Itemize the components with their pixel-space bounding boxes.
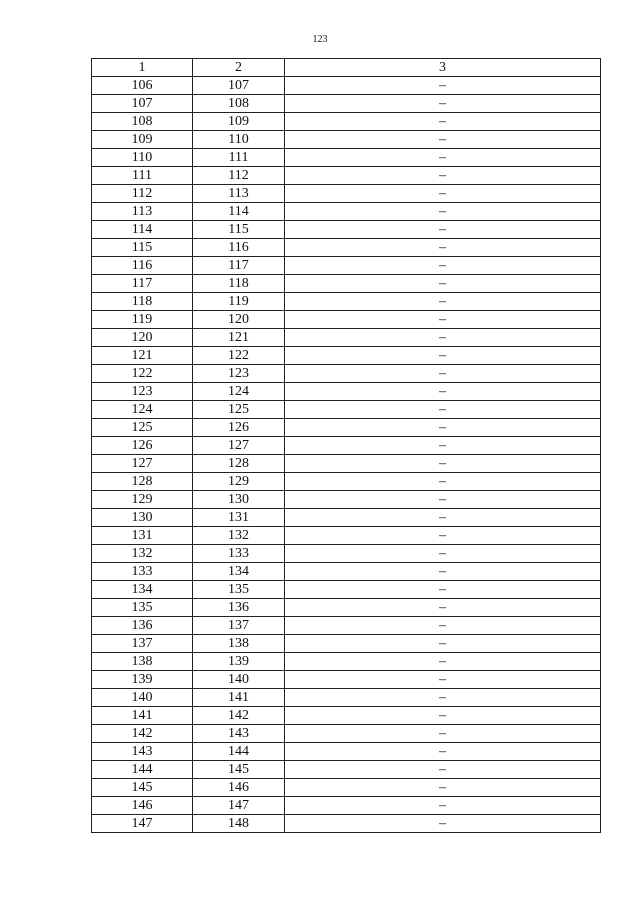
table-cell-col1: 110 <box>92 149 193 167</box>
table-row <box>92 401 601 419</box>
table-cell-col1: 127 <box>92 455 193 473</box>
table-row <box>92 221 601 239</box>
table-row <box>92 725 601 743</box>
table-cell-col2: 148 <box>193 815 285 833</box>
table-cell-col1: 125 <box>92 419 193 437</box>
table-cell-col2: 143 <box>193 725 285 743</box>
table-row <box>92 77 601 95</box>
table-cell-col1: 109 <box>92 131 193 149</box>
table-cell-col3: – <box>285 167 601 185</box>
table-cell-col1: 115 <box>92 239 193 257</box>
table-cell-col1: 107 <box>92 95 193 113</box>
table-cell-col2: 138 <box>193 635 285 653</box>
table-cell-col2: 147 <box>193 797 285 815</box>
table-cell-col3: – <box>285 419 601 437</box>
data-table <box>91 58 601 833</box>
table-row <box>92 293 601 311</box>
table-cell-col1: 116 <box>92 257 193 275</box>
table-cell-col3: – <box>285 311 601 329</box>
table-cell-col3: – <box>285 491 601 509</box>
table-cell-col3: – <box>285 239 601 257</box>
table-row <box>92 311 601 329</box>
table-cell-col2: 115 <box>193 221 285 239</box>
table-row <box>92 419 601 437</box>
table-row <box>92 545 601 563</box>
table-cell-col2: 141 <box>193 689 285 707</box>
table-cell-col3: – <box>285 653 601 671</box>
table-cell-col3: – <box>285 131 601 149</box>
table-cell-col1: 138 <box>92 653 193 671</box>
table-row <box>92 599 601 617</box>
table-cell-col1: 133 <box>92 563 193 581</box>
page-number: 123 <box>312 34 328 45</box>
table-cell-col2: 136 <box>193 599 285 617</box>
table-row <box>92 509 601 527</box>
table-cell-col2: 110 <box>193 131 285 149</box>
table-cell-col3: – <box>285 401 601 419</box>
table-cell-col2: 134 <box>193 563 285 581</box>
table-cell-col1: 137 <box>92 635 193 653</box>
table-cell-col3: – <box>285 743 601 761</box>
table-row <box>92 581 601 599</box>
table-row <box>92 185 601 203</box>
table-cell-col2: 123 <box>193 365 285 383</box>
table-cell-col3: – <box>285 221 601 239</box>
table-cell-col1: 111 <box>92 167 193 185</box>
table-cell-col2: 146 <box>193 779 285 797</box>
table-cell-col2: 120 <box>193 311 285 329</box>
table-cell-col1: 146 <box>92 797 193 815</box>
table-cell-col2: 133 <box>193 545 285 563</box>
table-row <box>92 671 601 689</box>
table-cell-col1: 132 <box>92 545 193 563</box>
table-row <box>92 707 601 725</box>
table-cell-col2: 137 <box>193 617 285 635</box>
table-cell-col3: – <box>285 473 601 491</box>
table-cell-col2: 119 <box>193 293 285 311</box>
table-row <box>92 473 601 491</box>
table-cell-col2: 121 <box>193 329 285 347</box>
table-row <box>92 95 601 113</box>
table-cell-col3: – <box>285 527 601 545</box>
table-row <box>92 437 601 455</box>
table-cell-col1: 147 <box>92 815 193 833</box>
table-cell-col3: – <box>285 599 601 617</box>
table-cell-col3: – <box>285 329 601 347</box>
table-cell-col3: – <box>285 509 601 527</box>
table-cell-col1: 134 <box>92 581 193 599</box>
table-cell-col3: – <box>285 293 601 311</box>
table-row <box>92 617 601 635</box>
table-cell-col3: – <box>285 779 601 797</box>
table-cell-col1: 142 <box>92 725 193 743</box>
table-cell-col1: 141 <box>92 707 193 725</box>
table-cell-col2: 139 <box>193 653 285 671</box>
table-row <box>92 257 601 275</box>
table-cell-col2: 114 <box>193 203 285 221</box>
table-cell-col3: – <box>285 707 601 725</box>
header-row <box>92 59 601 77</box>
table-row <box>92 239 601 257</box>
table-row <box>92 329 601 347</box>
table-row <box>92 167 601 185</box>
table-cell-col2: 125 <box>193 401 285 419</box>
table-row <box>92 455 601 473</box>
table-cell-col1: 123 <box>92 383 193 401</box>
table-cell-col2: 135 <box>193 581 285 599</box>
table-cell-col3: – <box>285 545 601 563</box>
column-header-3: 3 <box>285 59 601 77</box>
table-cell-col3: – <box>285 365 601 383</box>
table-row <box>92 689 601 707</box>
table-cell-col2: 126 <box>193 419 285 437</box>
table-cell-col1: 144 <box>92 761 193 779</box>
table-row <box>92 365 601 383</box>
table-cell-col3: – <box>285 455 601 473</box>
table-cell-col1: 118 <box>92 293 193 311</box>
table-cell-col1: 108 <box>92 113 193 131</box>
column-header-1: 1 <box>92 59 193 77</box>
table-cell-col1: 122 <box>92 365 193 383</box>
table-cell-col2: 124 <box>193 383 285 401</box>
table-row <box>92 527 601 545</box>
table-cell-col1: 117 <box>92 275 193 293</box>
table-body <box>92 77 601 833</box>
table-cell-col1: 126 <box>92 437 193 455</box>
table-cell-col3: – <box>285 347 601 365</box>
table-row <box>92 653 601 671</box>
table-row <box>92 743 601 761</box>
table-cell-col3: – <box>285 257 601 275</box>
table-row <box>92 203 601 221</box>
table-row <box>92 275 601 293</box>
table-cell-col3: – <box>285 761 601 779</box>
table-cell-col1: 139 <box>92 671 193 689</box>
table-cell-col2: 144 <box>193 743 285 761</box>
table-cell-col1: 128 <box>92 473 193 491</box>
table-cell-col1: 135 <box>92 599 193 617</box>
table-row <box>92 383 601 401</box>
table-cell-col3: – <box>285 77 601 95</box>
table-cell-col1: 145 <box>92 779 193 797</box>
table-row <box>92 113 601 131</box>
table-row <box>92 491 601 509</box>
table-cell-col1: 114 <box>92 221 193 239</box>
table-cell-col3: – <box>285 635 601 653</box>
table-cell-col3: – <box>285 815 601 833</box>
table-row <box>92 149 601 167</box>
table-cell-col2: 122 <box>193 347 285 365</box>
table-cell-col1: 140 <box>92 689 193 707</box>
table-row <box>92 347 601 365</box>
table-cell-col1: 113 <box>92 203 193 221</box>
table-row <box>92 563 601 581</box>
table-cell-col1: 143 <box>92 743 193 761</box>
table-cell-col1: 131 <box>92 527 193 545</box>
table-cell-col1: 112 <box>92 185 193 203</box>
table-cell-col3: – <box>285 113 601 131</box>
column-header-2: 2 <box>193 59 285 77</box>
table-cell-col3: – <box>285 185 601 203</box>
table-row <box>92 761 601 779</box>
table-cell-col2: 116 <box>193 239 285 257</box>
table-row <box>92 635 601 653</box>
table-cell-col2: 107 <box>193 77 285 95</box>
table-cell-col2: 142 <box>193 707 285 725</box>
table-cell-col3: – <box>285 203 601 221</box>
table-cell-col2: 127 <box>193 437 285 455</box>
table-cell-col1: 130 <box>92 509 193 527</box>
table-cell-col1: 119 <box>92 311 193 329</box>
table-cell-col2: 109 <box>193 113 285 131</box>
table-cell-col1: 121 <box>92 347 193 365</box>
table-cell-col2: 112 <box>193 167 285 185</box>
table-cell-col2: 129 <box>193 473 285 491</box>
table-cell-col2: 132 <box>193 527 285 545</box>
table-cell-col3: – <box>285 563 601 581</box>
table-cell-col3: – <box>285 689 601 707</box>
table-cell-col2: 145 <box>193 761 285 779</box>
table-cell-col2: 118 <box>193 275 285 293</box>
table-cell-col3: – <box>285 383 601 401</box>
table-cell-col1: 120 <box>92 329 193 347</box>
table-cell-col1: 106 <box>92 77 193 95</box>
table-cell-col3: – <box>285 581 601 599</box>
table-cell-col3: – <box>285 437 601 455</box>
table-cell-col2: 131 <box>193 509 285 527</box>
table-cell-col3: – <box>285 95 601 113</box>
table-cell-col2: 128 <box>193 455 285 473</box>
table-cell-col2: 130 <box>193 491 285 509</box>
table-cell-col2: 140 <box>193 671 285 689</box>
table-cell-col3: – <box>285 275 601 293</box>
table-row <box>92 815 601 833</box>
table-cell-col3: – <box>285 671 601 689</box>
table-cell-col3: – <box>285 797 601 815</box>
table-cell-col2: 108 <box>193 95 285 113</box>
table-cell-col3: – <box>285 725 601 743</box>
table-cell-col2: 113 <box>193 185 285 203</box>
table-cell-col1: 129 <box>92 491 193 509</box>
table-cell-col2: 111 <box>193 149 285 167</box>
table-cell-col2: 117 <box>193 257 285 275</box>
table-cell-col3: – <box>285 149 601 167</box>
table-header <box>92 59 601 77</box>
table-row <box>92 131 601 149</box>
table-cell-col1: 136 <box>92 617 193 635</box>
table-cell-col1: 124 <box>92 401 193 419</box>
table-row <box>92 797 601 815</box>
table-row <box>92 779 601 797</box>
table-cell-col3: – <box>285 617 601 635</box>
